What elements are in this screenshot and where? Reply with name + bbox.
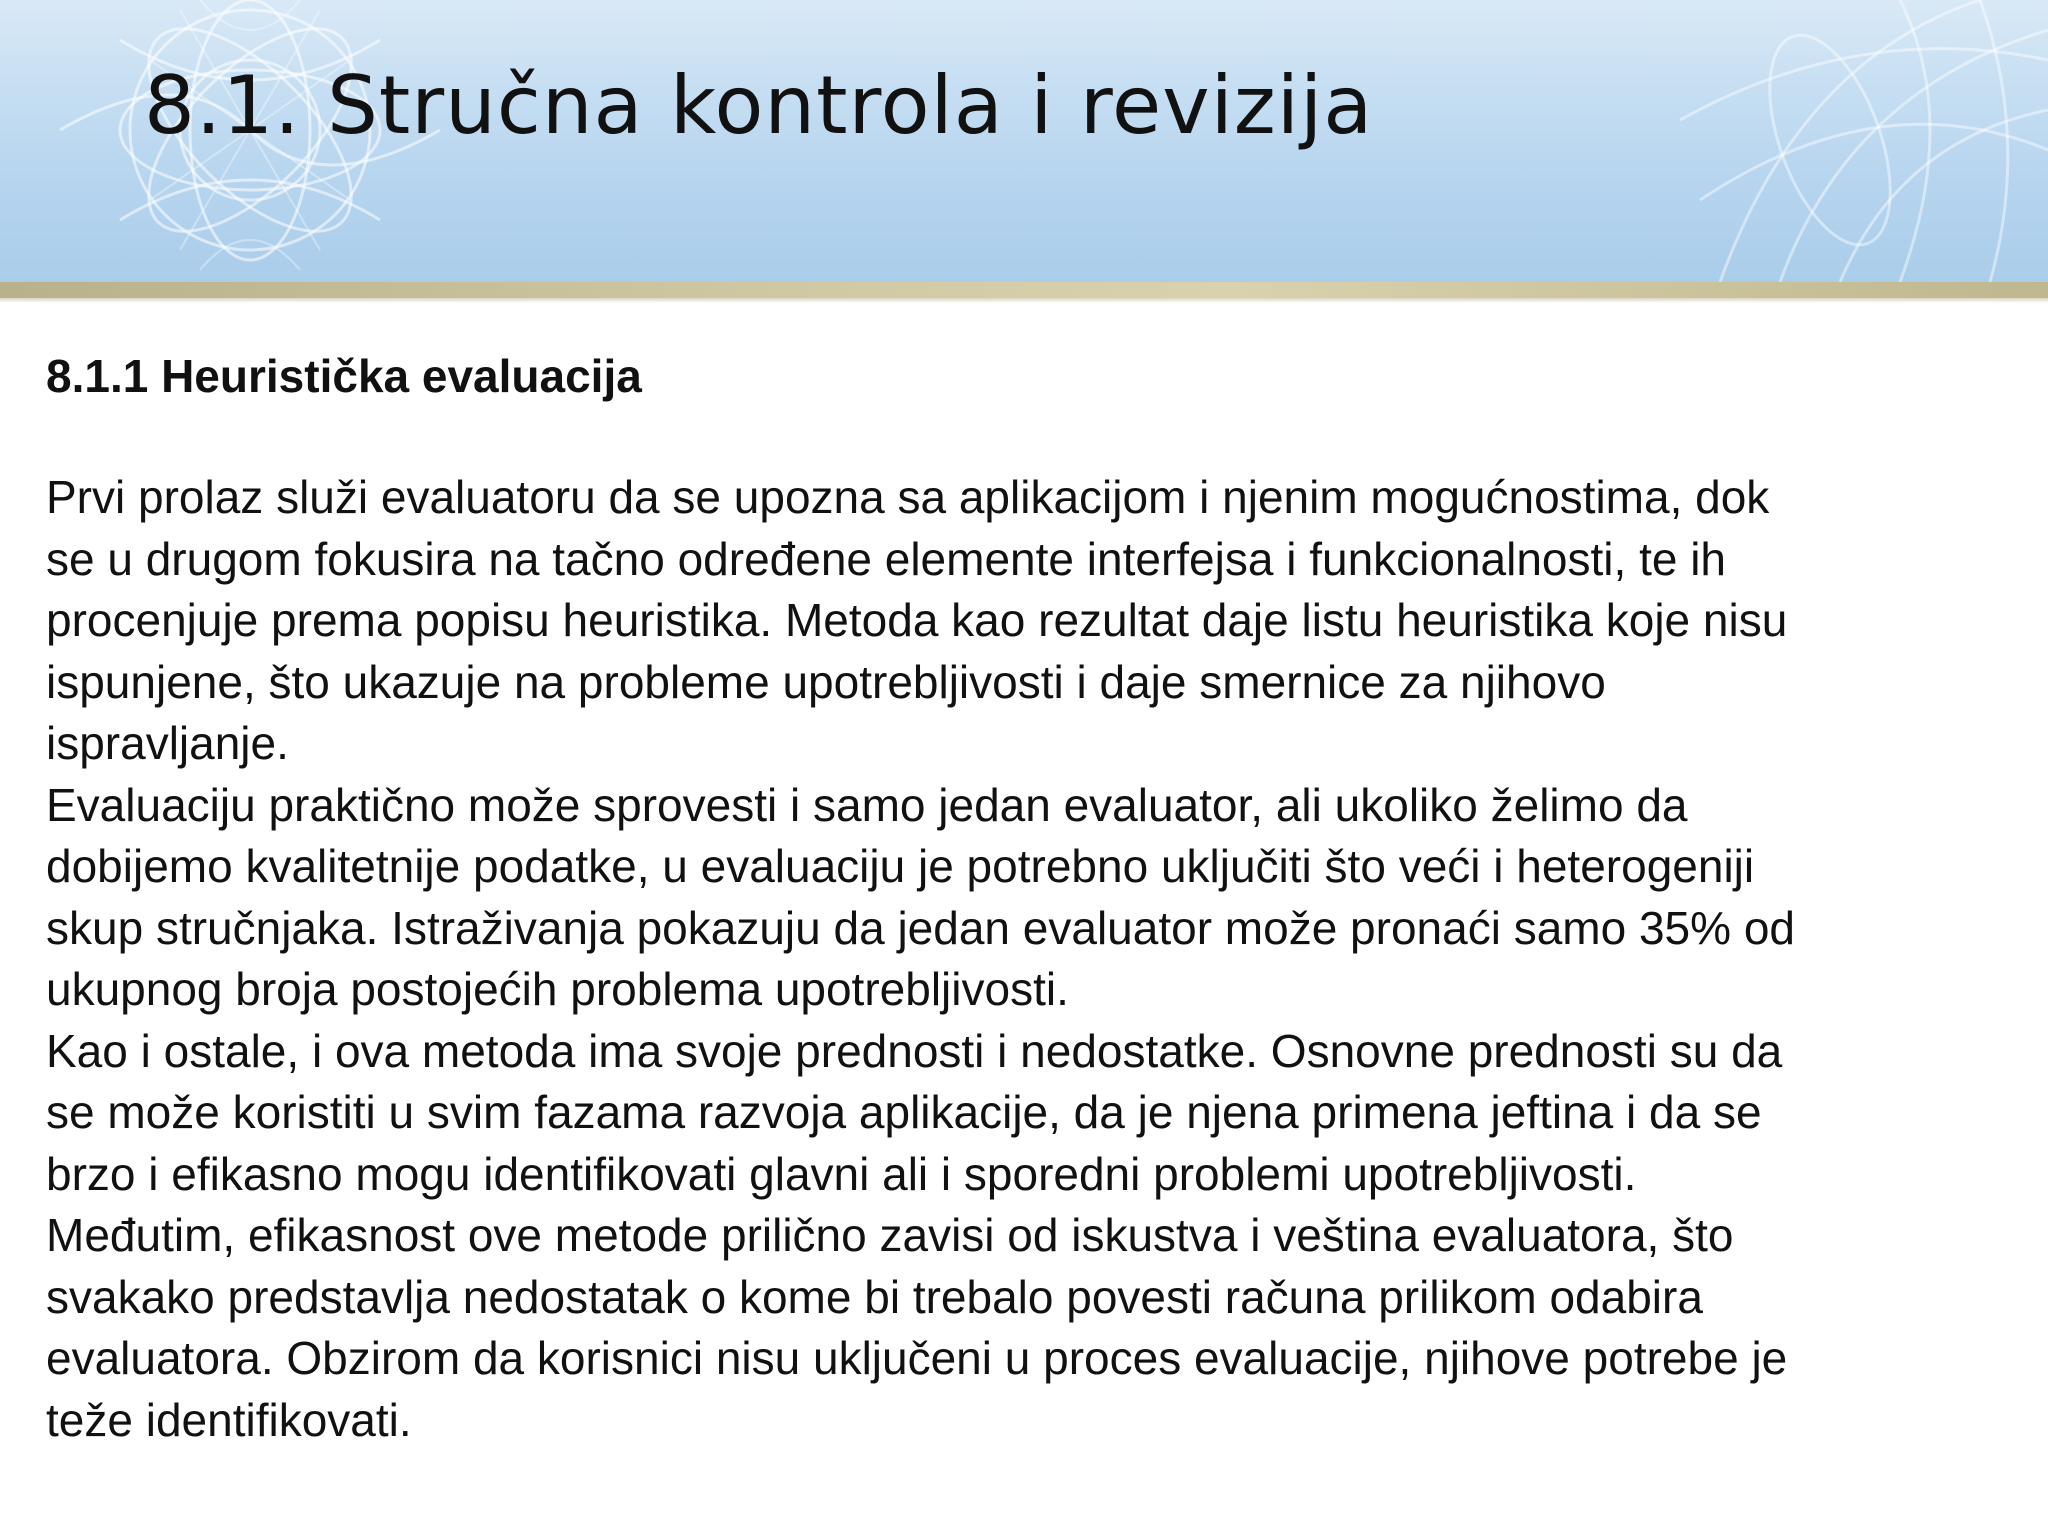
text-line: ispravljanje. <box>46 717 289 769</box>
text-line: svakako predstavlja nedostatak o kome bi trebalo povesti računa prilikom odabira <box>46 1270 1703 1323</box>
slide-title: 8.1. Stručna kontrola i revizija <box>144 59 1374 152</box>
slide-content <box>46 346 2026 1451</box>
text-line: Prvi prolaz služi evaluatoru da se upozna sa aplikacijom i njenim mogućnostima, dok <box>46 471 1770 523</box>
text-line: se u drugom fokusira na tačno određene elemente interfejsa i funkcionalnosti, te ih <box>46 532 1727 585</box>
header-divider <box>0 282 2048 298</box>
text-line: Međutim, efikasnost ove metode prilično zavisi od iskustva i veština evaluatora, što <box>46 1209 1734 1261</box>
text-line: evaluatora. Obzirom da korisnici nisu uključeni u proces evaluacije, njihove potrebe je <box>46 1332 1788 1384</box>
section-heading: 8.1.1 Heuristička evaluacija <box>46 350 642 402</box>
text-line: ukupnog broja postojećih problema upotrebljivosti. <box>46 963 1069 1015</box>
text-line: Evaluaciju praktično može sprovesti i samo jedan evaluator, ali ukoliko želimo da <box>46 778 1688 831</box>
text-line: procenjuje prema popisu heuristika. Metoda kao rezultat daje listu heuristika koje nisu <box>46 594 1788 646</box>
text-line: teže identifikovati. <box>46 1393 412 1446</box>
paragraph-pros-cons <box>46 1021 2026 1452</box>
text-line: dobijemo kvalitetnije podatke, u evaluaciju je potrebno uključiti što veći i heterogeniji <box>46 840 1755 892</box>
paragraph-first-pass <box>46 467 2026 775</box>
text-line: Kao i ostale, i ova metoda ima svoje prednosti i nedostatke. Osnovne prednosti su da <box>46 1024 1783 1077</box>
text-line: skup stručnjaka. Istraživanja pokazuju da jedan evaluator može pronaći samo 35% od <box>46 901 1795 954</box>
header-band <box>0 0 2048 282</box>
text-line: brzo i efikasno mogu identifikovati glavni ali i sporedni problemi upotrebljivosti. <box>46 1147 1637 1200</box>
text-line: se može koristiti u svim fazama razvoja aplikacije, da je njena primena jeftina i da se <box>46 1086 1762 1138</box>
header-divider-shadow <box>0 298 2048 303</box>
text-line: ispunjene, što ukazuje na probleme upotrebljivosti i daje smernice za njihovo <box>46 655 1606 708</box>
paragraph-single-evaluator <box>46 775 2026 1021</box>
